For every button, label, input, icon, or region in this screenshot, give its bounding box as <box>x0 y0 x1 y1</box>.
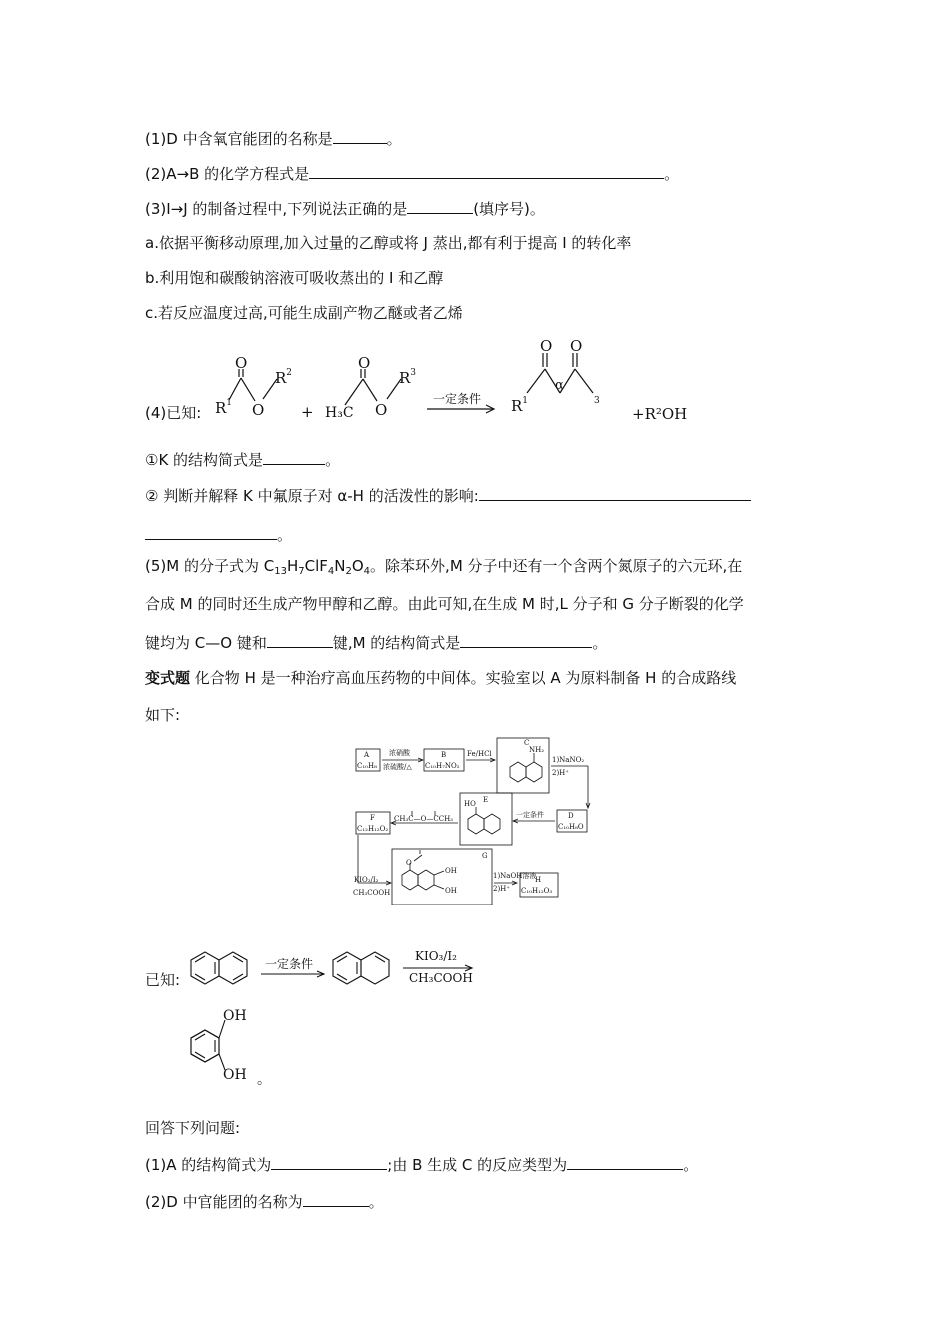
known-reaction-scheme <box>205 335 705 425</box>
punctuation: 。 <box>277 526 293 544</box>
compound-f-formula: C₁₂H₁₂O₂ <box>357 825 389 833</box>
answer-blank[interactable] <box>567 1154 683 1170</box>
reagent-fg-2: CH₃COOH <box>353 889 391 897</box>
answer-blank[interactable] <box>407 198 473 214</box>
variant-title: 变式题 <box>145 669 191 687</box>
byproduct: +R²OH <box>632 405 688 423</box>
compound-e-label: E <box>483 796 489 804</box>
question-4-label: (4)已知: <box>145 404 202 422</box>
reagent-cd-2: 2)H⁺ <box>552 769 569 777</box>
known-condition-1: 一定条件 <box>265 957 314 971</box>
question-5-line-3 <box>145 632 607 653</box>
reagent-bc: Fe/HCl <box>467 750 492 758</box>
synthesis-route-diagram <box>352 735 600 905</box>
compound-e-group: HO <box>464 800 476 808</box>
reagent-ef: CH₃C—O—CCH₃ <box>394 815 453 823</box>
question-1 <box>145 128 402 149</box>
answer-intro: 回答下列问题: <box>145 1119 241 1137</box>
formula-element: H <box>286 557 299 575</box>
answer-blank[interactable] <box>460 632 592 648</box>
known-label: 已知: <box>145 971 181 989</box>
formula-sub: 4 <box>327 566 335 577</box>
reagent-de: 一定条件 <box>516 811 544 819</box>
question-4-2 <box>145 485 751 506</box>
formula-element: N <box>334 557 346 575</box>
punctuation: 。 <box>325 451 341 469</box>
formula-sub: 2 <box>345 566 352 577</box>
option-a: a.依据平衡移动原理,加入过量的乙醇或将 J 蒸出,都有利于提高 I 的转化率 <box>145 234 632 252</box>
atom-r1: $R^1$ <box>215 398 233 417</box>
variant-question-1-text: (1)A 的结构简式为 <box>145 1156 272 1174</box>
question-5-text: (5)M 的分子式为 C <box>145 557 275 575</box>
question-2-text: (2)A→B 的化学方程式是 <box>145 165 310 183</box>
compound-b-label: B <box>441 751 447 759</box>
compound-f-label: F <box>370 814 375 822</box>
atom-o: O <box>252 401 265 419</box>
question-3-text: (3)I→J 的制备过程中,下列说法正确的是 <box>145 200 408 218</box>
reagent-ab-top: 浓硝酸 <box>389 749 410 757</box>
reagent-gh-1: 1)NaOH溶液 <box>493 872 537 880</box>
question-5-line-1 <box>145 556 742 576</box>
reagent-cd-1: 1)NaNO₂ <box>552 756 585 764</box>
answer-blank[interactable] <box>271 1154 387 1170</box>
question-5-text: 键,M 的结构简式是 <box>332 634 461 652</box>
punctuation: 。 <box>257 1072 271 1088</box>
compound-d-formula: C₁₀H₈O <box>558 823 584 831</box>
option-b: b.利用饱和碳酸钠溶液可吸收蒸出的 I 和乙醇 <box>145 269 444 287</box>
compound-c-label: C <box>524 739 530 747</box>
reaction-condition: 一定条件 <box>433 392 482 406</box>
question-2 <box>145 163 679 184</box>
answer-blank[interactable] <box>267 632 333 648</box>
reagent-gh-2: 2)H⁺ <box>493 885 510 893</box>
variant-intro <box>145 668 736 688</box>
answer-blank[interactable] <box>263 449 325 465</box>
formula-sub: 13 <box>274 566 287 577</box>
compound-g-label: G <box>482 852 488 860</box>
known-condition-2-bottom: CH₃COOH <box>409 971 473 985</box>
punctuation: 。 <box>664 165 680 183</box>
option-c: c.若反应温度过高,可能生成副产物乙醚或者乙烯 <box>145 304 463 322</box>
known-oh: OH <box>223 1067 247 1083</box>
answer-blank[interactable] <box>333 128 387 144</box>
reagent-fg-1: KIO₃/I₂ <box>354 876 379 884</box>
compound-a-label: A <box>364 751 370 759</box>
formula-element: ClF <box>304 557 328 575</box>
variant-question-1 <box>145 1154 698 1175</box>
question-5-line-2: 合成 M 的同时还生成产物甲醇和乙醇。由此可知,在生成 M 时,L 分子和 G 分子断裂的化学 <box>145 595 744 613</box>
question-4-2-text: ② 判断并解释 K 中氟原子对 α-H 的活泼性的影响: <box>145 487 479 505</box>
variant-intro-text: 化合物 H 是一种治疗高血压药物的中间体。实验室以 A 为原料制备 H 的合成路线 <box>194 669 737 687</box>
question-5-text: 键均为 C—O 键和 <box>145 634 267 652</box>
compound-a-formula: C₁₀H₈ <box>357 762 377 770</box>
known-condition-2-top: KIO₃/I₂ <box>415 949 457 963</box>
variant-question-1-text: ;由 B 生成 C 的反应类型为 <box>387 1156 568 1174</box>
known-oh: OH <box>223 1008 247 1024</box>
question-3 <box>145 198 545 219</box>
answer-blank[interactable] <box>303 1191 369 1207</box>
atom-h3c: H₃C <box>325 405 354 421</box>
answer-blank[interactable] <box>145 524 277 540</box>
atom-o: O <box>358 354 371 372</box>
question-4-1 <box>145 449 340 470</box>
compound-h-label: H <box>535 876 542 884</box>
variant-intro-2: 如下: <box>145 706 181 724</box>
punctuation: 。 <box>592 634 608 652</box>
variant-question-2-text: (2)D 中官能团的名称为 <box>145 1193 303 1211</box>
compound-h-formula: C₁₀H₁₂O₃ <box>521 887 553 895</box>
compound-b-formula: C₁₀H₇NO₂ <box>425 762 460 770</box>
atom-r2: $R^2$ <box>275 368 293 387</box>
compound-g-oh: OH <box>445 867 457 875</box>
punctuation: 。 <box>683 1156 699 1174</box>
compound-g-oh: OH <box>445 887 457 895</box>
question-3-end: (填序号)。 <box>473 200 545 218</box>
formula-sub: 4 <box>363 566 371 577</box>
punctuation: 。 <box>368 1193 384 1211</box>
formula-sub: 7 <box>298 566 305 577</box>
variant-question-2 <box>145 1191 384 1212</box>
question-5-text: 。除苯环外,M 分子中还有一个含两个氮原子的六元环,在 <box>370 557 743 575</box>
answer-blank[interactable] <box>309 163 664 179</box>
atom-r3: $R^3$ <box>399 368 417 387</box>
question-1-text: (1)D 中含氧官能团的名称是 <box>145 130 333 148</box>
atom-o: O <box>540 337 553 355</box>
compound-g-oxygen: O <box>406 859 412 867</box>
punctuation: 。 <box>386 130 402 148</box>
alpha-label: α <box>555 378 564 393</box>
atom-o: O <box>570 337 583 355</box>
question-4-2-continued <box>145 524 292 545</box>
known-reaction-diagram <box>185 942 485 1092</box>
question-4-1-text: ①K 的结构简式是 <box>145 451 264 469</box>
plus-sign: + <box>301 403 314 421</box>
atom-o: O <box>375 401 388 419</box>
answer-blank[interactable] <box>479 485 751 501</box>
atom-o: O <box>235 354 248 372</box>
formula-element: O <box>351 557 364 575</box>
reagent-ab-bottom: 浓硫酸/△ <box>383 763 412 771</box>
compound-c-group: NH₂ <box>529 746 545 754</box>
atom-or3: 3 <box>594 396 600 406</box>
compound-d-label: D <box>568 812 574 820</box>
atom-r1: $R^1$ <box>511 396 529 415</box>
